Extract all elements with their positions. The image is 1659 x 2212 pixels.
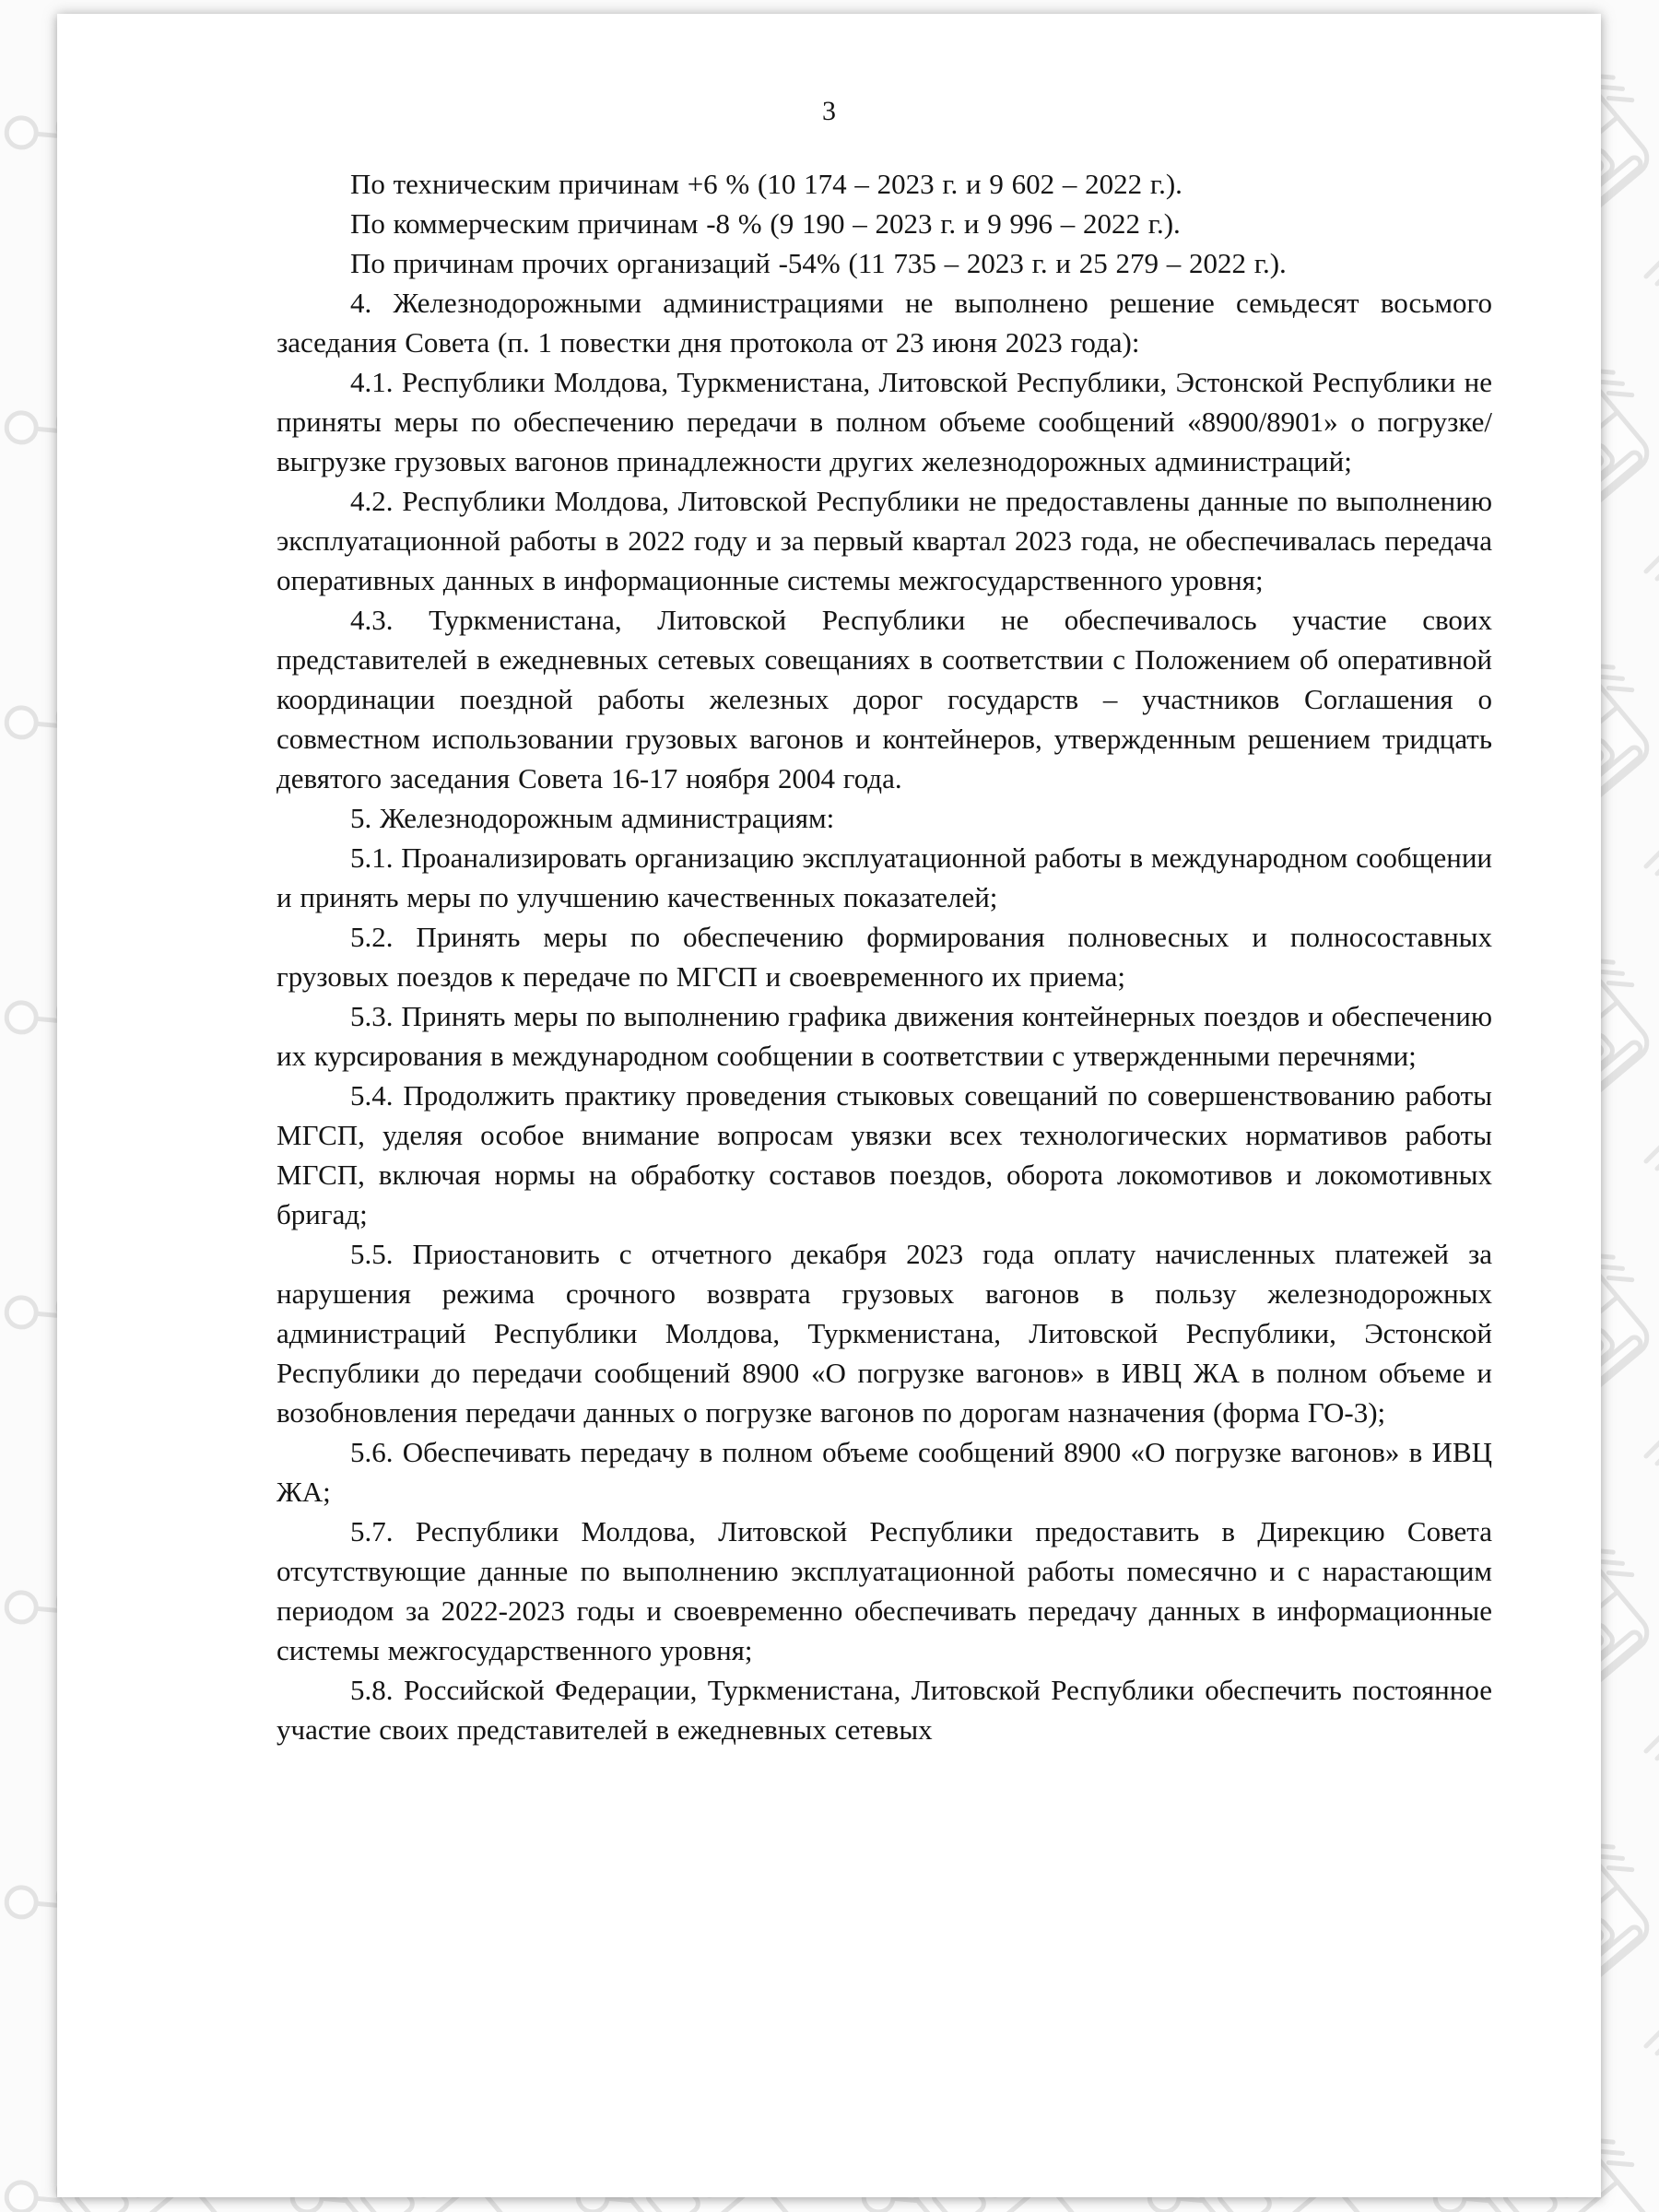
document-page: [57, 14, 1601, 2197]
paragraph-item-5-4: 5.4. Продолжить практику проведения стыковых совещаний по совершенствованию работы МГСП, уделяя особое внимание вопросам увязки всех технологических нормативов работы МГСП, включая нормы на обработку составов поездов, оборота локомотивов и локомотивных бригад;: [276, 1079, 1492, 1230]
document-body: [276, 164, 1492, 1749]
paragraph-item-4-2: 4.2. Республики Молдова, Литовской Республики не предоставлены данные по выполнению эксплуатационной работы в 2022 году и за первый квартал 2023 года, не обеспечивалась передача оперативных данных в информационные системы межгосударственного уровня;: [276, 485, 1492, 596]
paragraph-item-5-8: 5.8. Российской Федерации, Туркменистана, Литовской Республики обеспечить постоянное участие своих представителей в ежедневных сетевых: [276, 1674, 1492, 1746]
paragraph-item-4-3: 4.3. Туркменистана, Литовской Республики не обеспечивалось участие своих представителей в ежедневных сетевых совещаниях в соответствии с Положением об оперативной координации поездной работы железных дорог государств – участников Соглашения о совместном использовании грузовых вагонов и контейнеров, утвержденным решением тридцать девятого заседания Совета 16-17 ноября 2004 года.: [276, 604, 1492, 794]
page-number: 3: [822, 96, 836, 126]
paragraph-item-5-2: 5.2. Принять меры по обеспечению формирования полновесных и полносоставных грузовых поездов к передаче по МГСП и своевременного их приема;: [276, 921, 1492, 993]
paragraph-technical-reasons: По техническим причинам +6 % (10 174 – 2023 г. и 9 602 – 2022 г.).: [350, 168, 1182, 200]
paragraph-item-5: 5. Железнодорожным администрациям:: [350, 802, 835, 834]
paragraph-item-5-1: 5.1. Проанализировать организацию эксплуатационной работы в международном сообщении и принять меры по улучшению качественных показателей;: [276, 841, 1492, 913]
paragraph-commercial-reasons: По коммерческим причинам -8 % (9 190 – 2023 г. и 9 996 – 2022 г.).: [350, 207, 1181, 240]
paragraph-item-5-7: 5.7. Республики Молдова, Литовской Республики предоставить в Дирекцию Совета отсутствующие данные по выполнению эксплуатационной работы помесячно и с нарастающим периодом за 2022-2023 годы и своевременно обеспечивать передачу данных в информационные системы межгосударственного уровня;: [276, 1515, 1492, 1666]
paragraph-item-5-5: 5.5. Приостановить с отчетного декабря 2023 года оплату начисленных платежей за нарушения режима срочного возврата грузовых вагонов в пользу железнодорожных администраций Республики Молдова, Туркменистана, Литовской Республики, Эстонской Республики до передачи сообщений 8900 «О погрузке вагонов» в ИВЦ ЖА в полном объеме и возобновления передачи данных о погрузке вагонов по дорогам назначения (форма ГО-3);: [276, 1238, 1492, 1429]
paragraph-item-4-1: 4.1. Республики Молдова, Туркменистана, Литовской Республики, Эстонской Республики не приняты меры по обеспечению передачи в полном объеме сообщений «8900/8901» о погрузке/выгрузке грузовых вагонов принадлежности других железнодорожных администраций;: [276, 366, 1492, 477]
paragraph-item-5-3: 5.3. Принять меры по выполнению графика движения контейнерных поездов и обеспечению их курсирования в международном сообщении в соответствии с утвержденными перечнями;: [276, 1000, 1492, 1072]
paragraph-other-organizations: По причинам прочих организаций -54% (11 735 – 2023 г. и 25 279 – 2022 г.).: [350, 247, 1287, 279]
paragraph-item-4: 4. Железнодорожными администрациями не выполнено решение семьдесят восьмого заседания Совета (п. 1 повестки дня протокола от 23 июня 2023 года):: [276, 287, 1492, 359]
paragraph-item-5-6: 5.6. Обеспечивать передачу в полном объеме сообщений 8900 «О погрузке вагонов» в ИВЦ ЖА;: [276, 1436, 1492, 1508]
